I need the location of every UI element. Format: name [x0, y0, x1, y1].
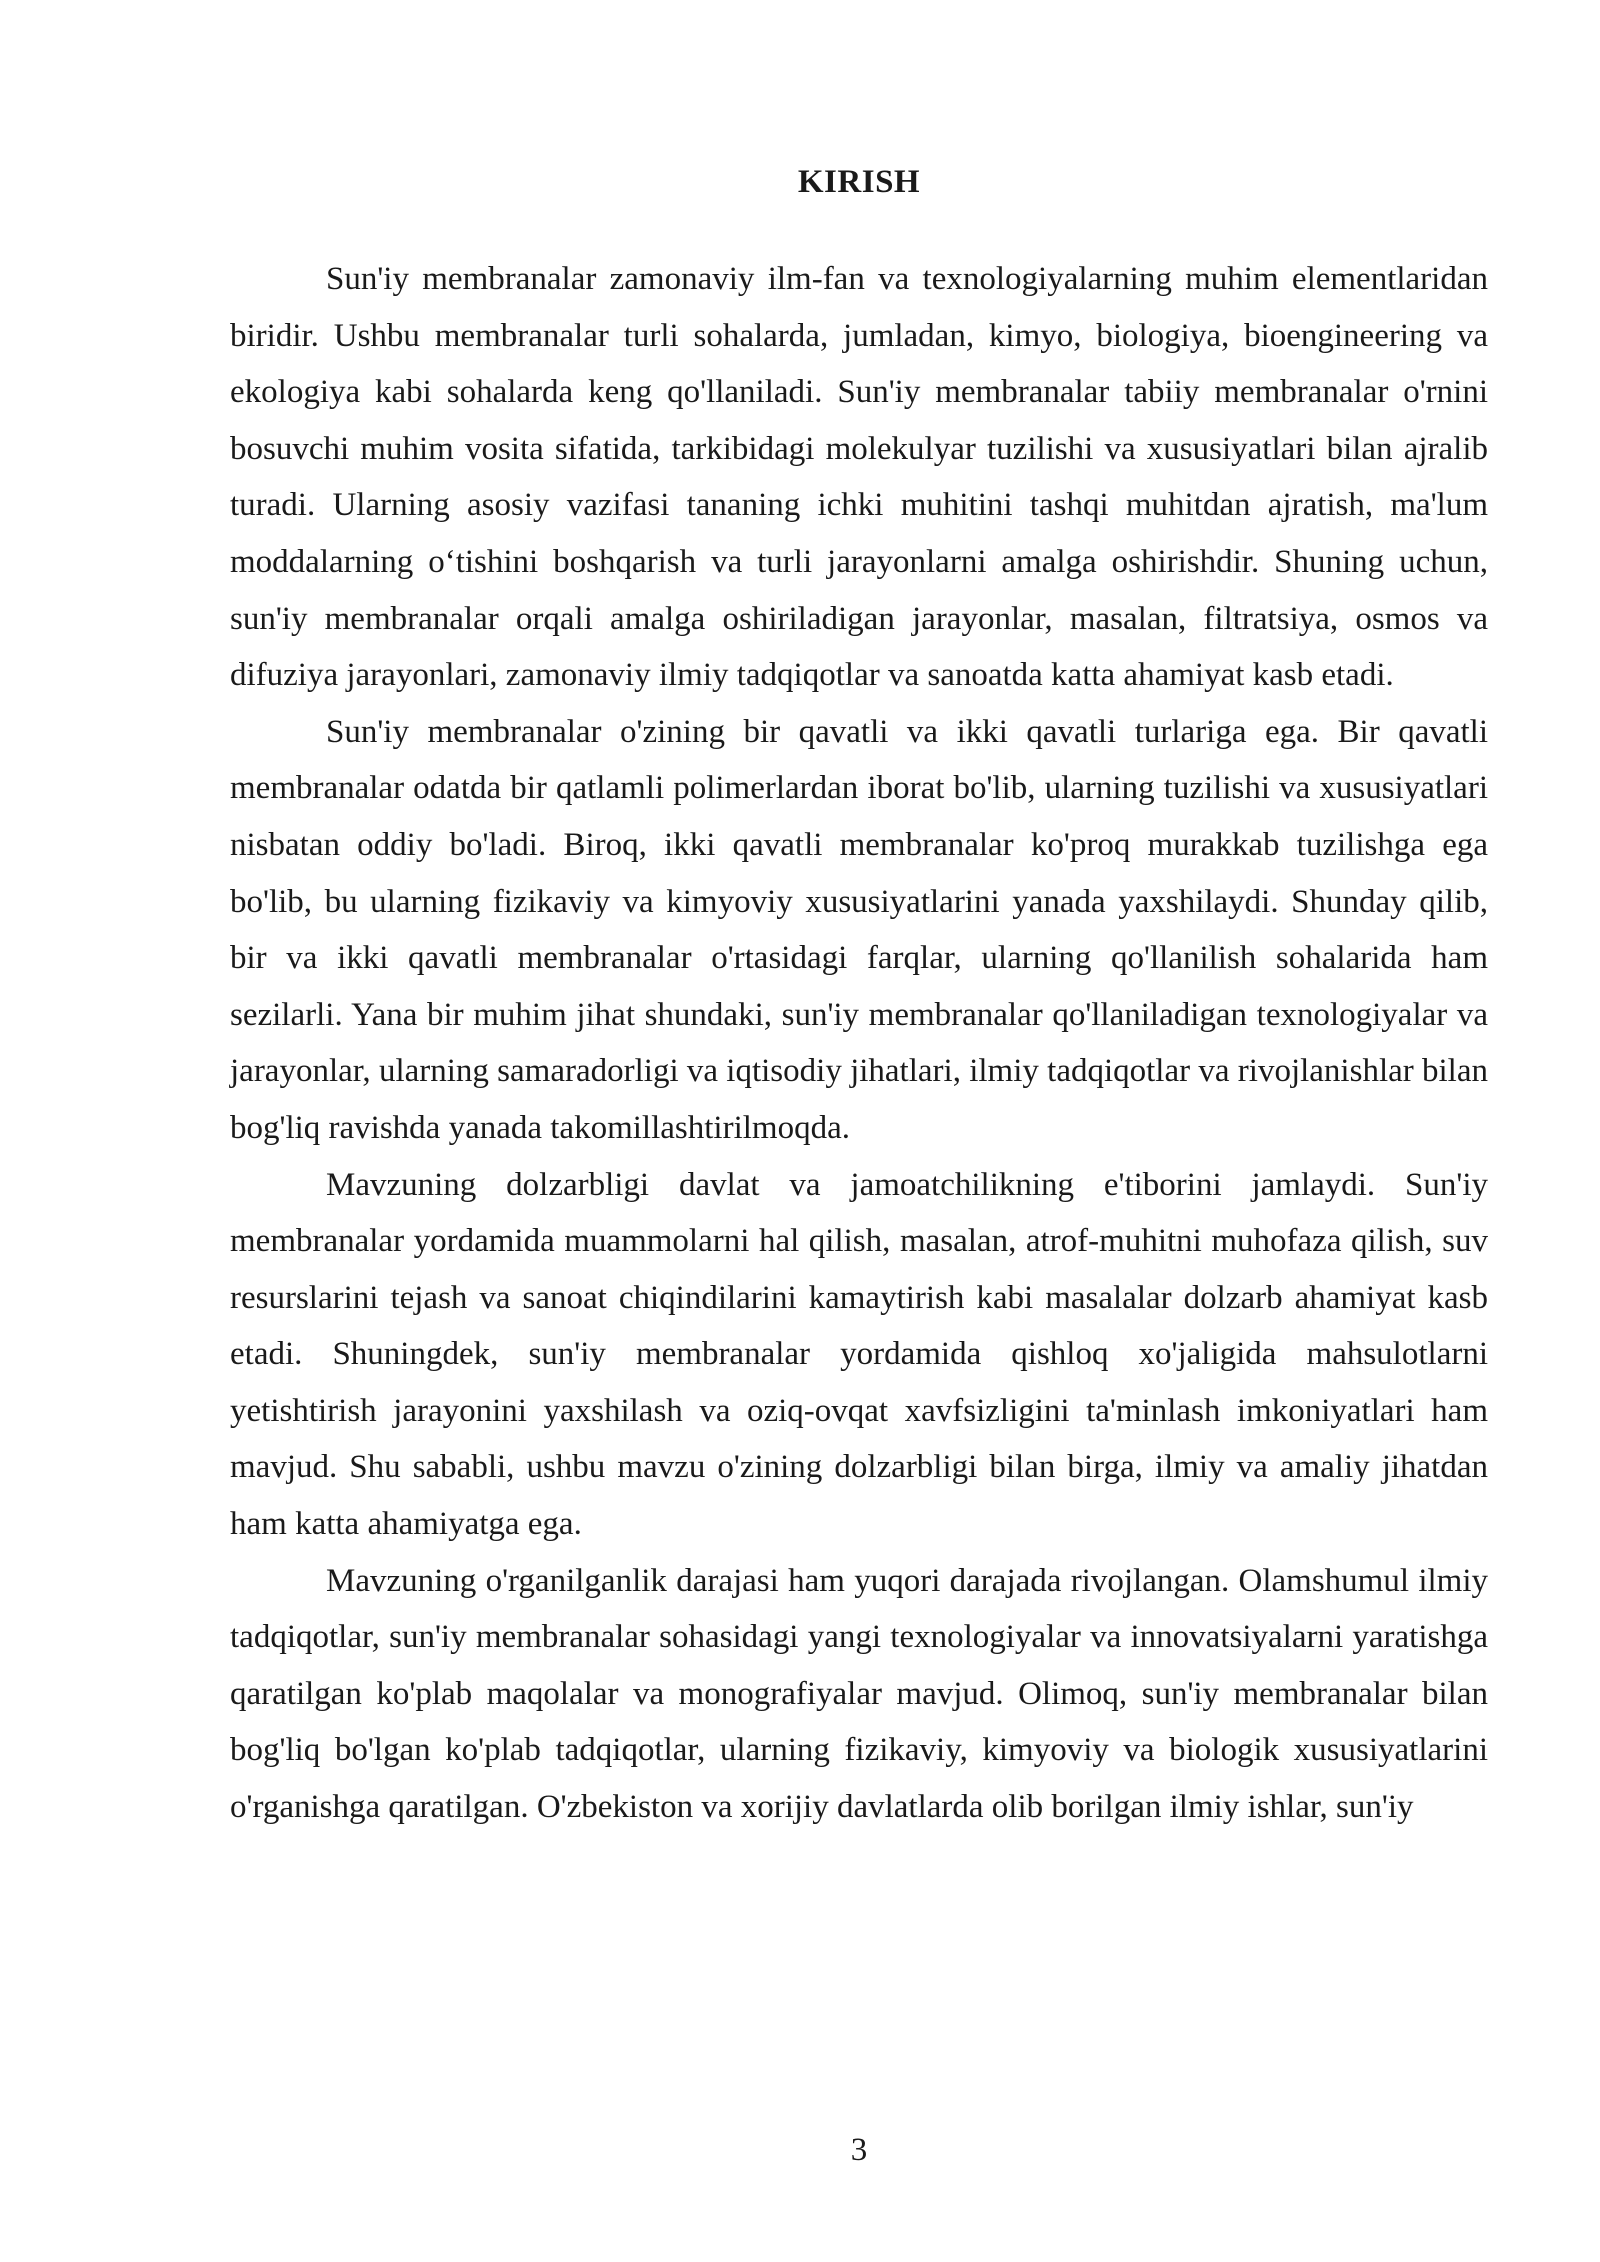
paragraph-2: Sun'iy membranalar o'zining bir qavatli va ikki qavatli turlariga ega. Bir qavatli membranalar odatda bir qatlamli polimerlardan iborat bo'lib, ularning tuzilishi va xususiyatlari nisbatan oddiy bo'ladi. Biroq, ikki qavatli membranalar ko'proq murakkab tuzilishga ega bo'lib, bu ularning fizikaviy va kimyoviy xususiyatlarini yanada yaxshilaydi. Shunday qilib, bir va ikki qavatli membranalar o'rtasidagi farqlar, ularning qo'llanilish sohalarida ham sezilarli. Yana bir muhim jihat shundaki, sun'iy membranalar qo'llaniladigan texnologiyalar va jarayonlar, ularning samaradorligi va iqtisodiy jihatlari, ilmiy tadqiqotlar va rivojlanishlar bilan bog'liq ravishda yanada takomillashtirilmoqda. — [230, 713, 1488, 1146]
paragraph-1: Sun'iy membranalar zamonaviy ilm-fan va texnologiyalarning muhim elementlaridan biridir. Ushbu membranalar turli sohalarda, jumladan, kimyo, biologiya, bioengineering va ekologiya kabi sohalarda keng qo'llaniladi. Sun'iy membranalar tabiiy membranalar o'rnini bosuvchi muhim vosita sifatida, tarkibidagi molekulyar tuzilishi va xususiyatlari bilan ajralib turadi. Ularning asosiy vazifasi tananing ichki muhitini tashqi muhitdan ajratish, ma'lum moddalarning o‘tishini boshqarish va turli jarayonlarni amalga oshirishdir. Shuning uchun, sun'iy membranalar orqali amalga oshiriladigan jarayonlar, masalan, filtratsiya, osmos va difuziya jarayonlari, zamonaviy ilmiy tadqiqotlar va sanoatda katta ahamiyat kasb etadi. — [230, 261, 1488, 694]
page-title: KIRISH — [797, 164, 921, 200]
body-text — [230, 251, 1488, 1836]
paragraph-3: Mavzuning dolzarbligi davlat va jamoatchilikning e'tiborini jamlaydi. Sun'iy membranalar yordamida muammolarni hal qilish, masalan, atrof-muhitni muhofaza qilish, suv resurslarini tejash va sanoat chiqindilarini kamaytirish kabi masalalar dolzarb ahamiyat kasb etadi. Shuningdek, sun'iy membranalar yordamida qishloq xo'jaligida mahsulotlarni yetishtirish jarayonini yaxshilash va oziq-ovqat xavfsizligini ta'minlash imkoniyatlari ham mavjud. Shu sababli, ushbu mavzu o'zining dolzarbligi bilan birga, ilmiy va amaliy jihatdan ham katta ahamiyatga ega. — [230, 1166, 1488, 1543]
paragraph-4: Mavzuning o'rganilganlik darajasi ham yuqori darajada rivojlangan. Olamshumul ilmiy tadqiqotlar, sun'iy membranalar sohasidagi yangi texnologiyalar va innovatsiyalarni yaratishga qaratilgan ko'plab maqolalar va monografiyalar mavjud. Olimoq, sun'iy membranalar bilan bog'liq bo'lgan ko'plab tadqiqotlar, ularning fizikaviy, kimyoviy va biologik xususiyatlarini o'rganishga qaratilgan. O'zbekiston va xorijiy davlatlarda olib borilgan ilmiy ishlar, sun'iy — [230, 1562, 1488, 1826]
page-number: 3 — [850, 2132, 868, 2168]
